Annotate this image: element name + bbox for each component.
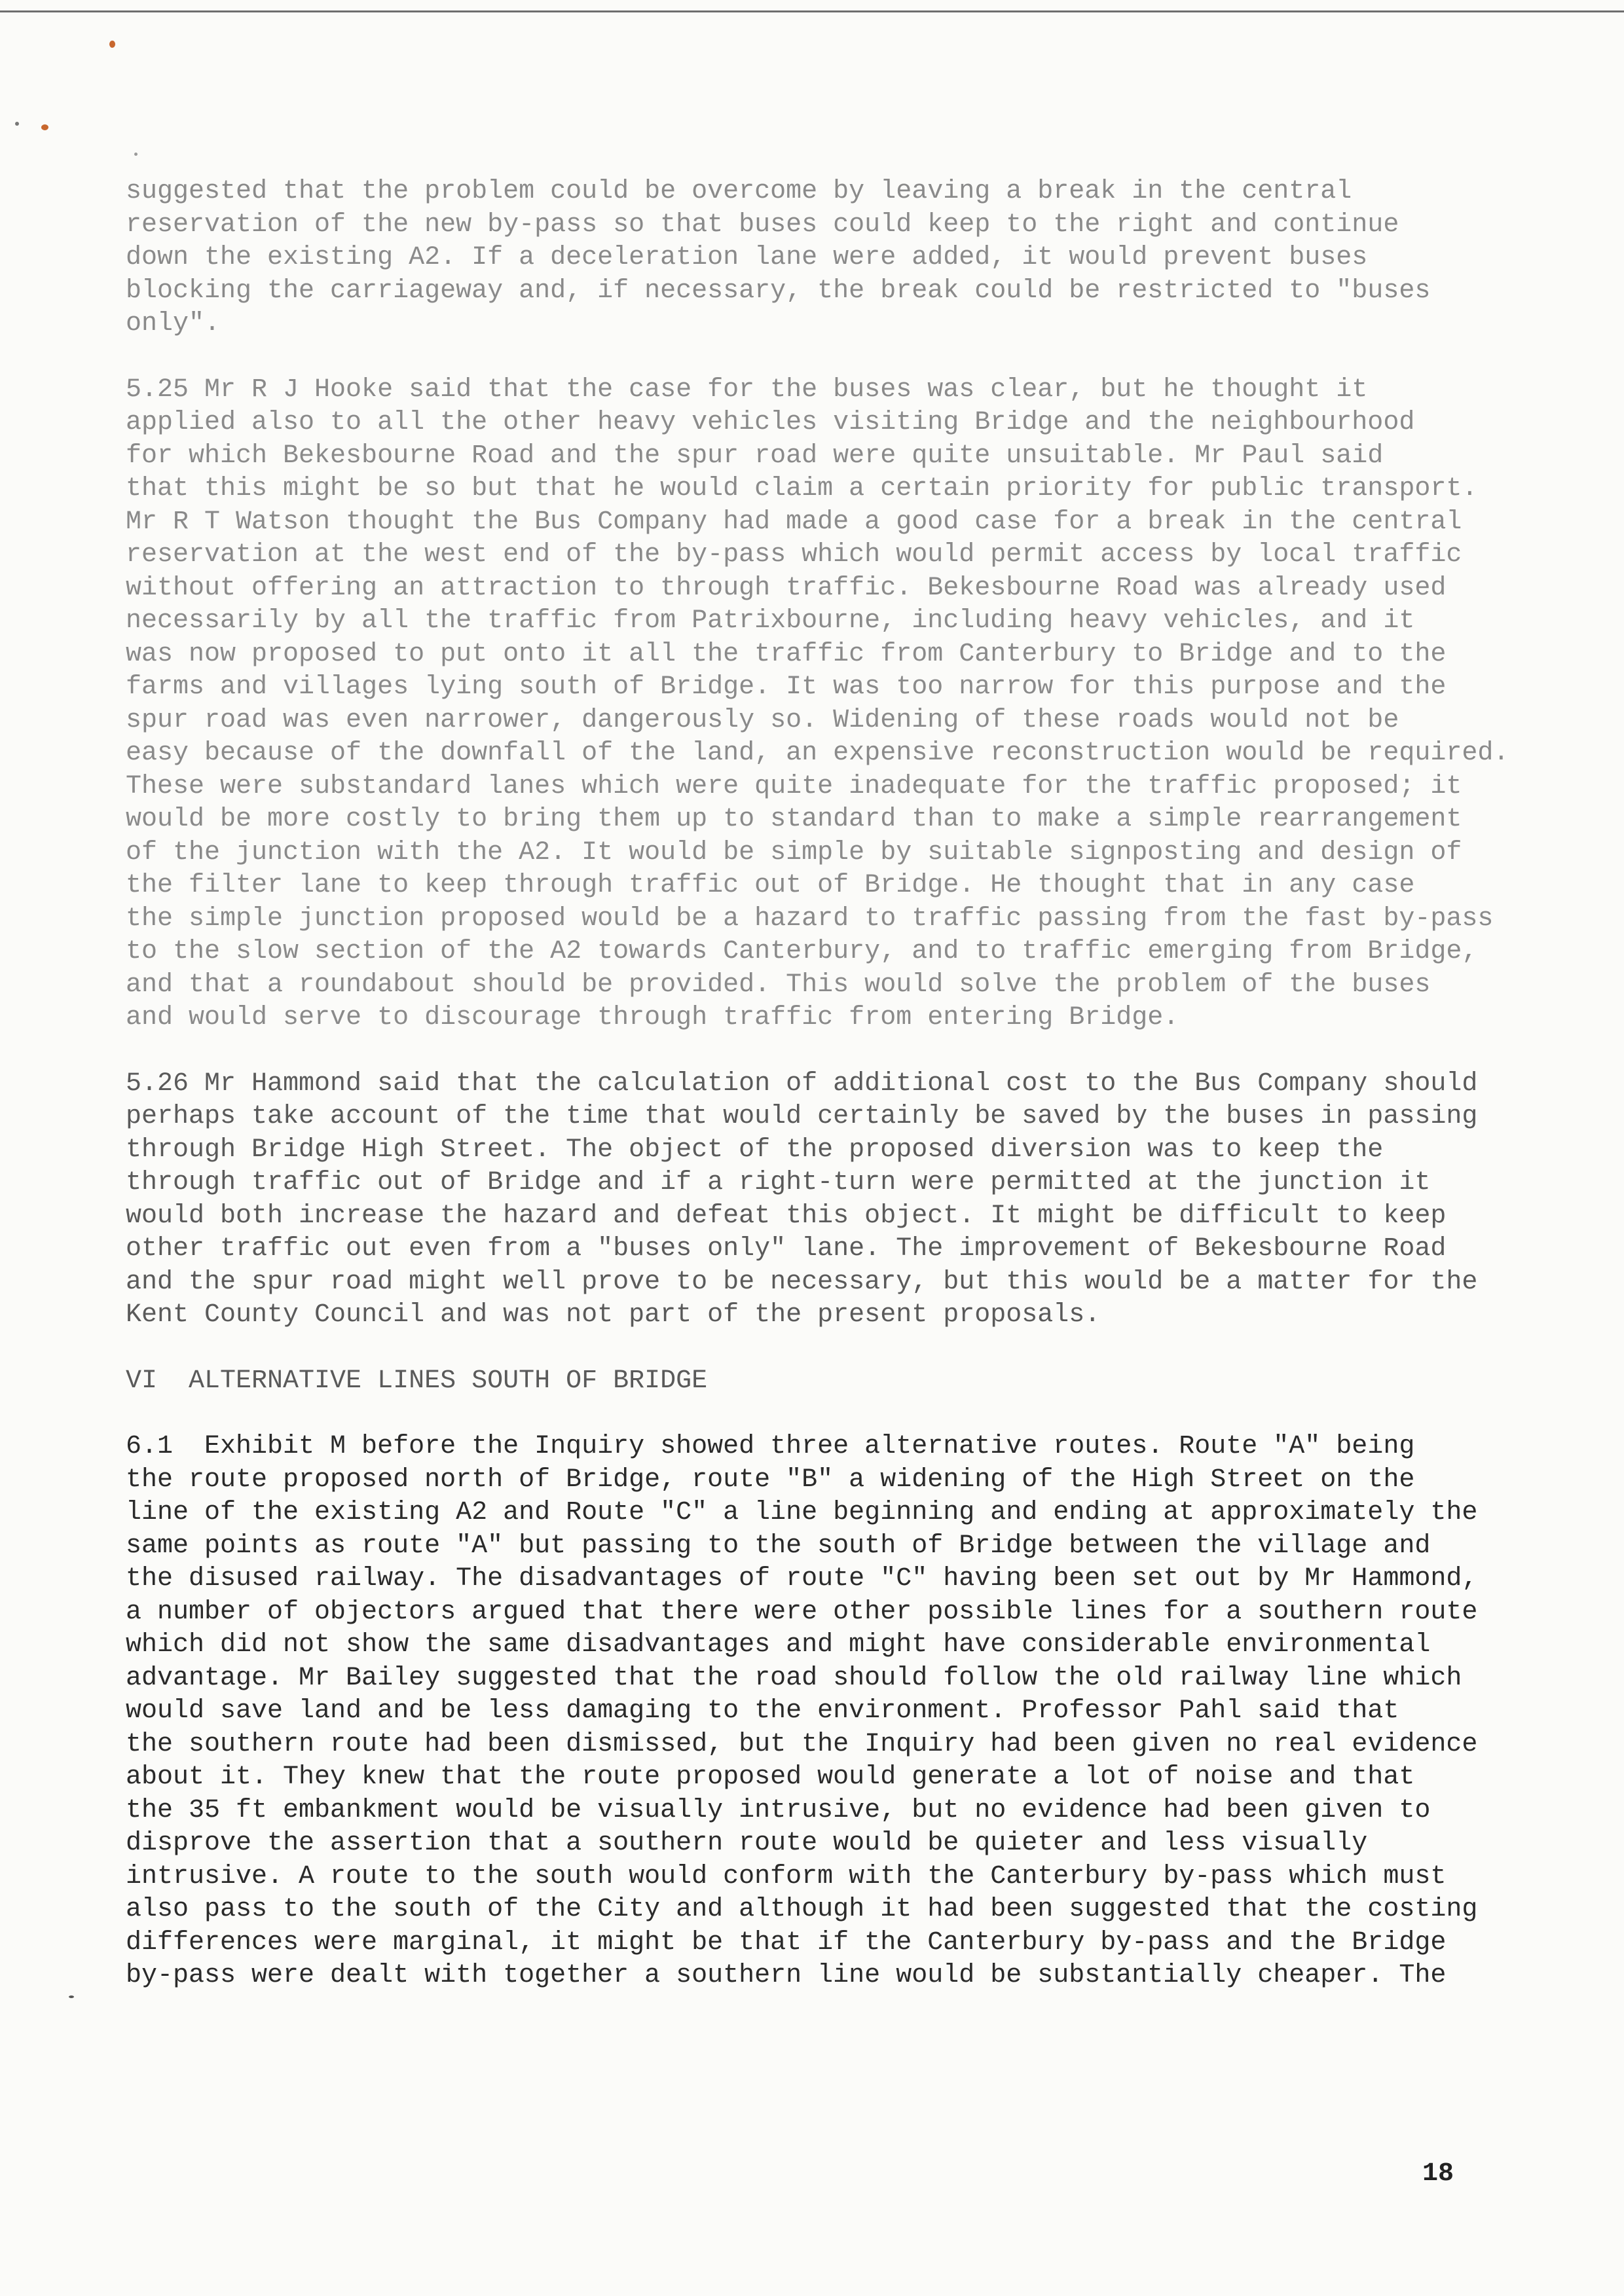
text-line: spur road was even narrower, dangerously so. Widening of these roads would not be bbox=[126, 705, 1399, 735]
text-line: was now proposed to put onto it all the traffic from Canterbury to Bridge and to the bbox=[126, 639, 1447, 669]
text-line: which did not show the same disadvantages and might have considerable environmental bbox=[126, 1630, 1431, 1660]
text-line: the 35 ft embankment would be visually intrusive, but no evidence had been given to bbox=[126, 1795, 1431, 1825]
text-line: blocking the carriageway and, if necessary, the break could be restricted to "buses bbox=[126, 276, 1431, 306]
rust-speck bbox=[41, 124, 48, 130]
text-line: the route proposed north of Bridge, route "B" a widening of the High Street on the bbox=[126, 1465, 1415, 1495]
text-line: by-pass were dealt with together a southern line would be substantially cheaper. The bbox=[126, 1961, 1447, 1990]
text-line: through traffic out of Bridge and if a right-turn were permitted at the junction it bbox=[126, 1168, 1431, 1197]
text-line: reservation at the west end of the by-pass which would permit access by local traffic bbox=[126, 540, 1462, 570]
text-line: the simple junction proposed would be a hazard to traffic passing from the fast by-pass bbox=[126, 903, 1494, 934]
text-line: necessarily by all the traffic from Patrixbourne, including heavy vehicles, and it bbox=[126, 606, 1415, 636]
text-line: These were substandard lanes which were quite inadequate for the traffic proposed; it bbox=[126, 771, 1462, 801]
text-line: of the junction with the A2. It would be simple by suitable signposting and design of bbox=[126, 837, 1462, 867]
text-line: suggested that the problem could be overcome by leaving a break in the central bbox=[126, 177, 1352, 206]
page-number: 18 bbox=[1422, 2159, 1454, 2189]
text-line: disprove the assertion that a southern route would be quieter and less visually bbox=[126, 1829, 1368, 1858]
text-line: the southern route had been dismissed, but the Inquiry had been given no real evidence bbox=[126, 1729, 1478, 1759]
text-line: for which Bekesbourne Road and the spur road were quite unsuitable. Mr Paul said bbox=[126, 441, 1384, 471]
text-line: applied also to all the other heavy vehicles visiting Bridge and the neighbourhood bbox=[126, 408, 1415, 437]
rust-speck bbox=[109, 41, 115, 48]
text-line: Kent County Council and was not part of the present proposals. bbox=[126, 1300, 1101, 1330]
page-top-rule bbox=[0, 10, 1624, 12]
paragraph-6-1 bbox=[126, 1430, 1586, 1993]
text-line: the disused railway. The disadvantages of route "C" having been set out by Mr Hammond, bbox=[126, 1564, 1478, 1594]
text-line: other traffic out even from a "buses only" lane. The improvement of Bekesbourne Road bbox=[126, 1234, 1447, 1264]
text-line: also pass to the south of the City and although it had been suggested that the costing bbox=[126, 1895, 1478, 1924]
text-line: a number of objectors argued that there were other possible lines for a southern route bbox=[126, 1597, 1478, 1627]
text-line: and the spur road might well prove to be necessary, but this would be a matter for the bbox=[126, 1267, 1478, 1297]
text-line: differences were marginal, it might be that if the Canterbury by-pass and the Bridge bbox=[126, 1927, 1447, 1958]
text-line: advantage. Mr Bailey suggested that the road should follow the old railway line which bbox=[126, 1663, 1462, 1693]
text-line: intrusive. A route to the south would conform with the Canterbury by-pass which must bbox=[126, 1861, 1447, 1891]
text-line: 6.1 Exhibit M before the Inquiry showed three alternative routes. Route "A" being bbox=[126, 1432, 1415, 1461]
paragraph-5-25 bbox=[126, 374, 1586, 1035]
ink-speck bbox=[15, 122, 19, 126]
text-line: that this might be so but that he would claim a certain priority for public transport. bbox=[126, 474, 1478, 503]
text-line: same points as route "A" but passing to the south of Bridge between the village and bbox=[126, 1531, 1431, 1561]
document-body bbox=[126, 175, 1586, 1993]
text-line: would both increase the hazard and defeat this object. It might be difficult to keep bbox=[126, 1201, 1447, 1231]
section-heading: VI ALTERNATIVE LINES SOUTH OF BRIDGE bbox=[126, 1366, 708, 1396]
text-line: the filter lane to keep through traffic out of Bridge. He thought that in any case bbox=[126, 871, 1415, 900]
text-line: would save land and be less damaging to the environment. Professor Pahl said that bbox=[126, 1696, 1399, 1726]
paragraph-5-26 bbox=[126, 1068, 1586, 1332]
text-line: through Bridge High Street. The object of the proposed diversion was to keep the bbox=[126, 1135, 1384, 1165]
text-line: 5.26 Mr Hammond said that the calculation of additional cost to the Bus Company should bbox=[126, 1068, 1478, 1099]
ink-speck bbox=[69, 1995, 74, 1998]
text-line: reservation of the new by-pass so that buses could keep to the right and continue bbox=[126, 210, 1399, 240]
text-line: about it. They knew that the route proposed would generate a lot of noise and that bbox=[126, 1762, 1415, 1792]
text-line: perhaps take account of the time that would certainly be saved by the buses in passing bbox=[126, 1102, 1478, 1131]
text-line: Mr R T Watson thought the Bus Company had made a good case for a break in the central bbox=[126, 507, 1462, 537]
text-line: without offering an attraction to through traffic. Bekesbourne Road was already used bbox=[126, 573, 1447, 603]
text-line: easy because of the downfall of the land, an expensive reconstruction would be required. bbox=[126, 738, 1509, 768]
paragraph-5-24-continued bbox=[126, 175, 1586, 341]
text-line: down the existing A2. If a deceleration lane were added, it would prevent buses bbox=[126, 243, 1368, 272]
text-line: and would serve to discourage through traffic from entering Bridge. bbox=[126, 1003, 1179, 1032]
text-line: 5.25 Mr R J Hooke said that the case for the buses was clear, but he thought it bbox=[126, 374, 1368, 405]
text-line: farms and villages lying south of Bridge. It was too narrow for this purpose and the bbox=[126, 672, 1447, 702]
text-line: only". bbox=[126, 309, 221, 338]
ink-speck bbox=[134, 153, 138, 156]
section-heading-vi bbox=[126, 1365, 1586, 1398]
text-line: to the slow section of the A2 towards Canterbury, and to traffic emerging from Bridge, bbox=[126, 937, 1478, 966]
text-line: line of the existing A2 and Route "C" a line beginning and ending at approximately the bbox=[126, 1498, 1478, 1527]
text-line: and that a roundabout should be provided. This would solve the problem of the buses bbox=[126, 970, 1431, 1000]
text-line: would be more costly to bring them up to standard than to make a simple rearrangement bbox=[126, 805, 1462, 834]
